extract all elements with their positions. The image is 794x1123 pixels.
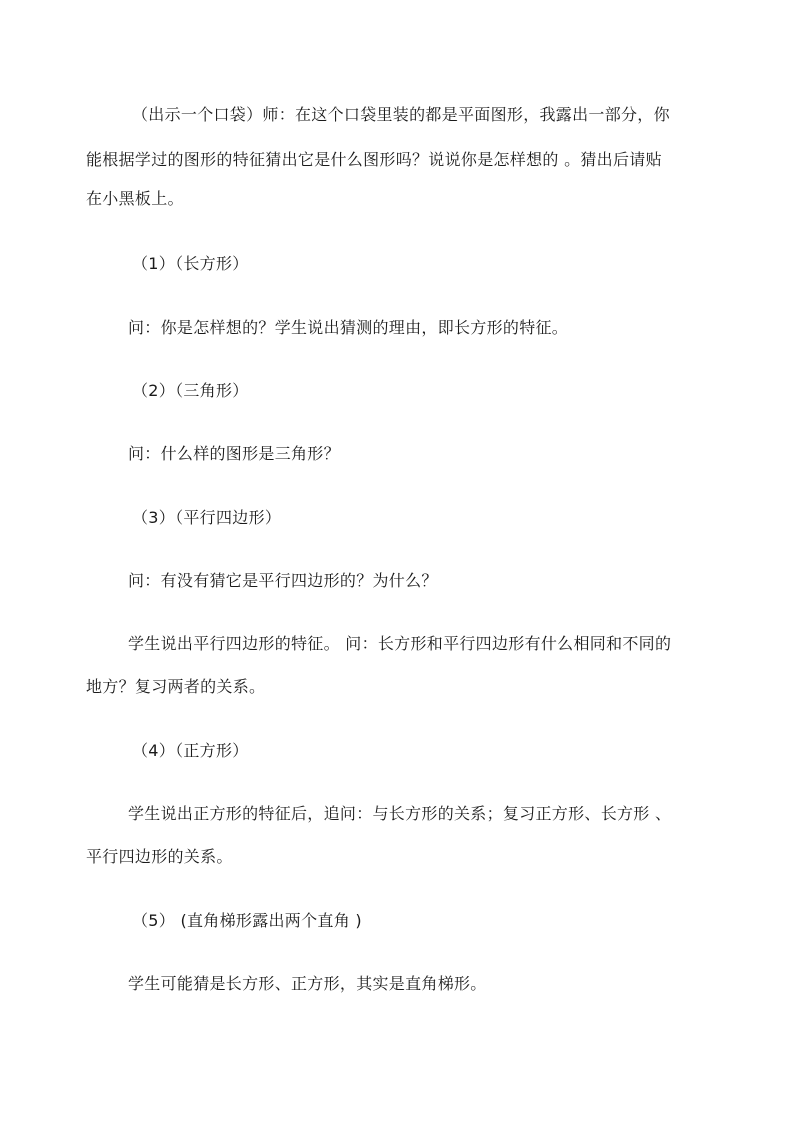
- item-5-answer: 学生可能猜是长方形、正方形，其实是直角梯形。: [128, 974, 487, 993]
- item-5-heading: （5） (直角梯形露出两个直角 ): [132, 911, 362, 930]
- item-4-answer-line-1: 学生说出正方形的特征后，追问：与长方形的关系；复习正方形、长方形 、: [128, 804, 672, 823]
- item-3-answer-line-1: 学生说出平行四边形的特征。 问：长方形和平行四边形有什么相同和不同的: [128, 634, 672, 653]
- intro-paragraph-line-1: （出示一个口袋）师：在这个口袋里装的都是平面图形，我露出一部分，你: [132, 105, 670, 124]
- item-1-heading: （1）（长方形）: [132, 254, 249, 273]
- item-2-question: 问：什么样的图形是三角形？: [128, 444, 340, 463]
- item-4-answer-line-2: 平行四边形的关系。: [86, 847, 233, 866]
- item-2-heading: （2）（三角形）: [132, 381, 249, 400]
- item-1-question: 问：你是怎样想的？学生说出猜测的理由，即长方形的特征。: [128, 318, 569, 337]
- item-3-question: 问：有没有猜它是平行四边形的？为什么？: [128, 571, 438, 590]
- item-3-answer-line-2: 地方？复习两者的关系。: [86, 677, 266, 696]
- item-3-heading: （3）（平行四边形）: [132, 508, 282, 527]
- intro-paragraph-line-3: 在小黑板上。: [86, 189, 184, 208]
- item-4-heading: （4）（正方形）: [132, 741, 249, 760]
- intro-paragraph-line-2: 能根据学过的图形的特征猜出它是什么图形吗？说说你是怎样想的 。猜出后请贴: [86, 150, 662, 169]
